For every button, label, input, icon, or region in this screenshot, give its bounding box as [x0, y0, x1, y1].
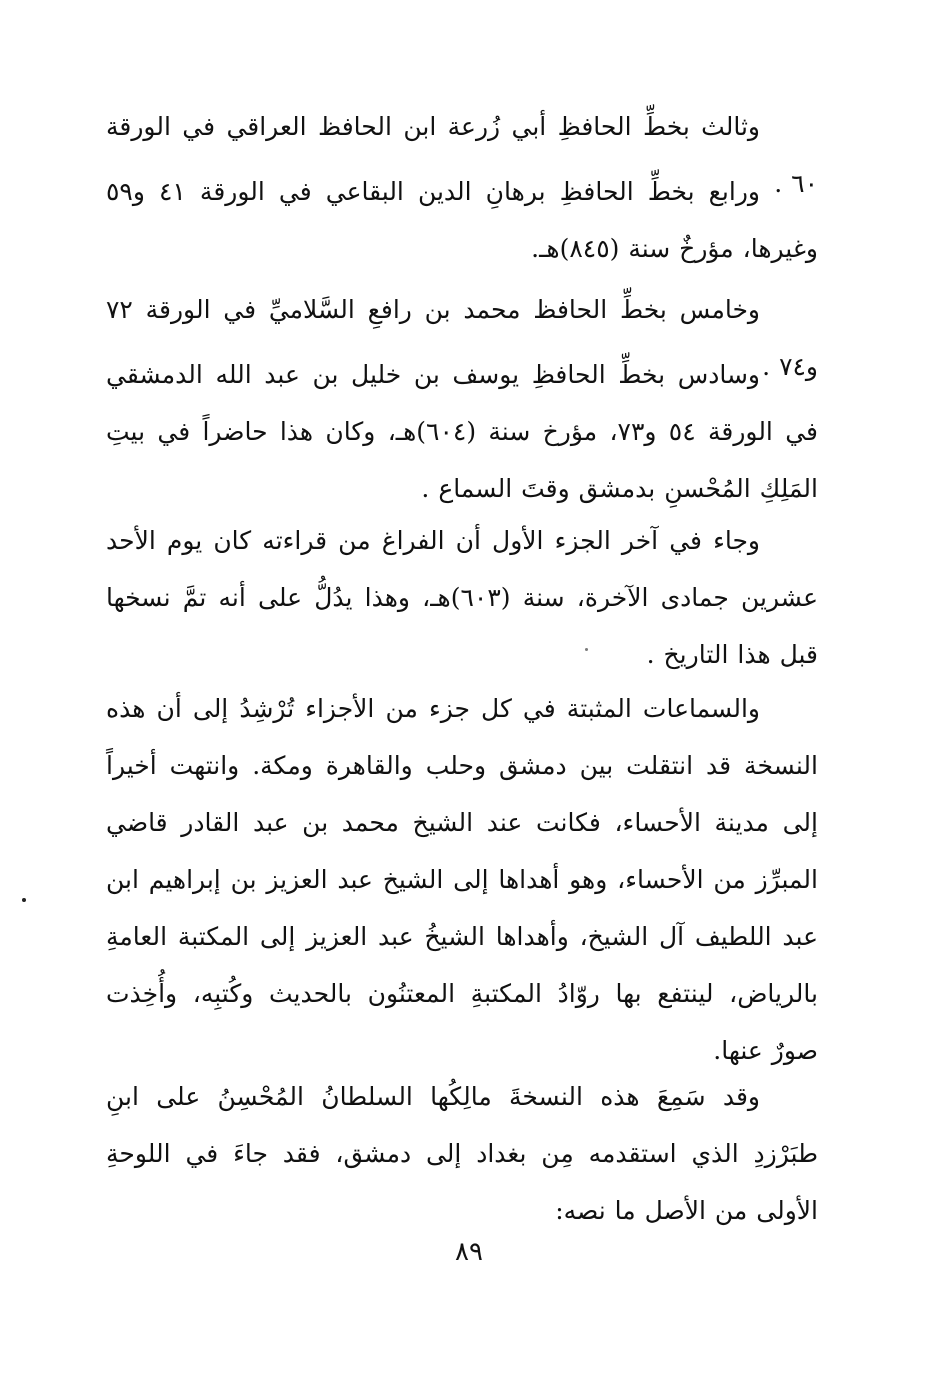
paragraph-text: وسادس بخطِّ الحافظِ يوسف بن خليل بن عبد الله الدمشقي في الورقة ٥٤ و٧٣، مؤرخ سنة (٦٠٤)هـ، وكان هذا حاضراً في بيتِ المَلِكِ المُحْسنِ بدمشق وقتَ السماع .	[106, 360, 818, 503]
paragraph-text: ورابع بخطِّ الحافظِ برهانِ الدين البقاعي في الورقة ٤١ و٥٩ وغيرها، مؤرخٌ سنة (٨٤٥)هـ.	[106, 177, 818, 263]
paragraph-text: وخامس بخطِّ الحافظ محمد بن رافعِ السَّلاميِّ في الورقة ٧٢ و٧٤ .	[106, 295, 818, 381]
paragraph-text: وقد سَمِعَ هذه النسخةَ مالِكُها السلطانُ المُحْسِنُ على ابنِ طبَرْزدِ الذي استقدمه مِن بغداد إلى دمشق، فقد جاءَ في اللوحةِ الأولى من الأصل ما نصه:	[106, 1082, 818, 1225]
paragraph-text: والسماعات المثبتة في كل جزء من الأجزاء تُرْشِدُ إلى أن هذه النسخة قد انتقلت بين دمشق وحلب والقاهرة ومكة. وانتهت أخيراً إلى مدينة الأحساء، فكانت عند الشيخ محمد بن عبد القادر قاضي المبرِّز من الأحساء، وهو أهداها إلى الشيخ عبد العزيز بن إبراهيم ابن عبد اللطيف آل الشيخ، وأهداها الشيخُ عبد العزيز إلى المكتبة العامةِ بالرياض، لينتفع بها روّادُ المكتبةِ المعتنُون بالحديث وكُتبِه، وأُخِذت صورٌ عنها.	[106, 694, 818, 1065]
paragraph-sultan-audition	[106, 1068, 818, 1239]
paragraph-sixth-manuscript	[106, 346, 818, 517]
paragraph-audition-records	[106, 680, 818, 1079]
paragraph-completion-date	[106, 512, 818, 683]
paragraph-text: وجاء في آخر الجزء الأول أن الفراغ من قراءته كان يوم الأحد عشرين جمادى الآخرة، سنة (٦٠٣)هـ، وهذا يدُلُّ على أنه تمَّ نسخها قبل هذا التاريخ .	[106, 526, 818, 669]
scan-speck	[585, 648, 588, 651]
paragraph-text: وثالث بخطِّ الحافظِ أبي زُرعة ابن الحافظ العراقي في الورقة ٦٠ .	[106, 112, 818, 198]
page-number: ٨٩	[455, 1237, 483, 1267]
scan-speck	[22, 898, 26, 902]
paragraph-fourth-manuscript	[106, 163, 818, 277]
